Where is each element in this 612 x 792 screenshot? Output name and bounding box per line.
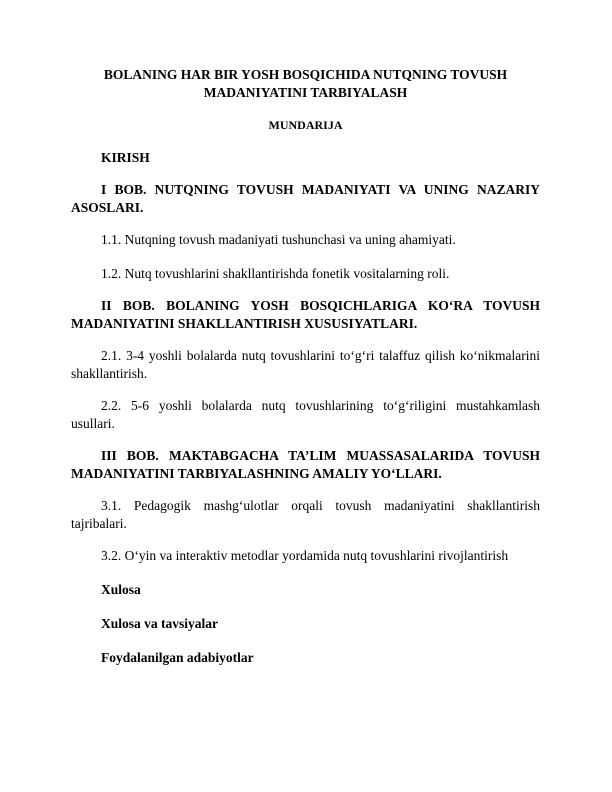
toc-entry-section-1-1: 1.1. Nutqning tovush madaniyati tushunchasi va uning ahamiyati. [101, 232, 456, 247]
toc-entry-section-1-2: 1.2. Nutq tovushlarini shakllantirishda fonetik vositalarning roli. [101, 266, 450, 281]
toc-entry-section-3-1: 3.1. Pedagogik mashg‘ulotlar orqali tovush madaniyatini shakllantirish tajribalari. [71, 498, 540, 531]
toc-entry-section-2-2: 2.2. 5-6 yoshli bolalarda nutq tovushlarining to‘g‘riligini mustahkamlash usullari. [71, 398, 540, 431]
table-of-contents [71, 149, 540, 667]
toc-entry-introduction: KIRISH [101, 150, 150, 165]
toc-entry-conclusions-recommendations: Xulosa va tavsiyalar [101, 616, 219, 631]
toc-heading: MUNDARIJA [268, 118, 343, 132]
document-page [71, 66, 540, 667]
toc-entry-section-2-1: 2.1. 3-4 yoshli bolalarda nutq tovushlarini to‘g‘ri talaffuz qilish ko‘nikmalarini shakllantirish. [71, 348, 540, 381]
title-line-2: MADANIYATINI TARBIYALASH [203, 85, 408, 100]
toc-entry-references: Foydalanilgan adabiyotlar [101, 650, 254, 665]
toc-entry-section-3-2: 3.2. O‘yin va interaktiv metodlar yordamida nutq tovushlarini rivojlantirish [101, 548, 509, 563]
toc-entry-chapter-3: III BOB. MAKTABGACHA TA’LIM MUASSASALARIDA TOVUSH MADANIYATINI TARBIYALASHNING AMALIY YO‘LLARI. [71, 448, 540, 481]
title-line-1: BOLANING HAR BIR YOSH BOSQICHIDA NUTQNING TOVUSH [103, 67, 508, 82]
toc-entry-chapter-1: I BOB. NUTQNING TOVUSH MADANIYATI VA UNING NAZARIY ASOSLARI. [71, 182, 540, 215]
document-title [71, 66, 540, 102]
toc-entry-conclusion: Xulosa [101, 582, 141, 597]
toc-entry-chapter-2: II BOB. BOLANING YOSH BOSQICHLARIGA KO‘RA TOVUSH MADANIYATINI SHAKLLANTIRISH XUSUSIYATLARI. [71, 298, 540, 331]
